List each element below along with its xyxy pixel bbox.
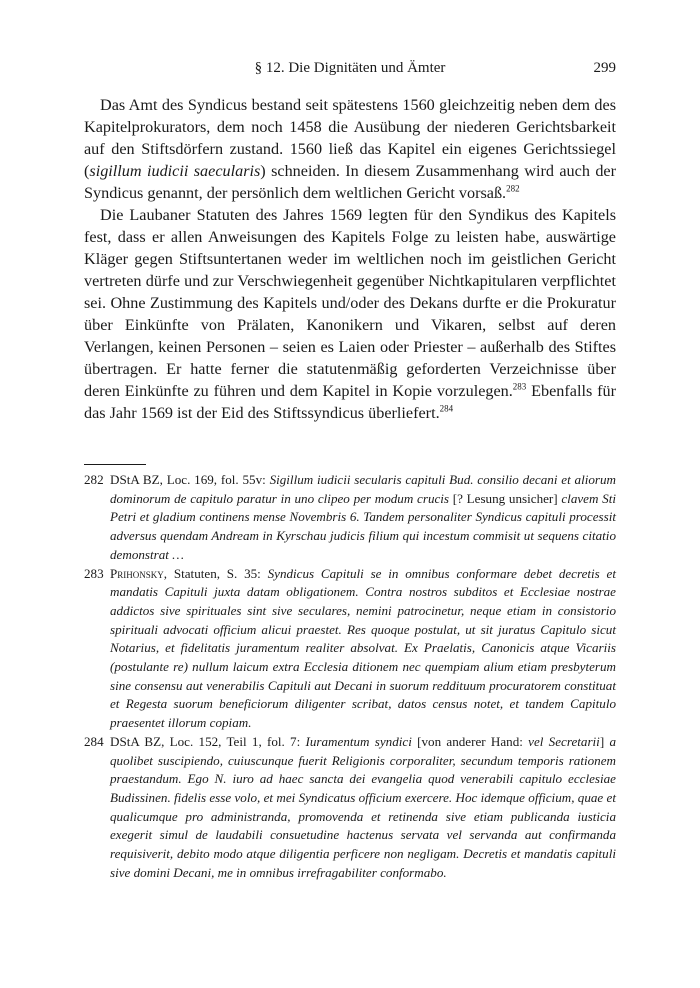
footnote-quote: Sigillum iudicii secularis capituli Bud. consilio decani et aliorum dominorum de capitulo paratur in uno clipeo per modum crucis [110, 472, 616, 506]
footnote-reference: 284 [439, 403, 454, 414]
footnote-source: DStA BZ, Loc. 169, fol. 55v: [110, 472, 270, 487]
paragraph-italic-term: sigillum iudicii saecularis [89, 162, 261, 180]
running-title: § 12. Die Dignitäten und Ämter [254, 60, 446, 76]
footnote-quote: vel Secretarii [528, 733, 600, 749]
footnote-reference: 283 [512, 381, 527, 392]
page-number: 299 [593, 60, 616, 76]
paragraph-syndicus-office [84, 94, 616, 204]
running-head [84, 56, 616, 80]
footnote-284 [84, 733, 616, 883]
footnote-number: 283 [84, 565, 104, 581]
footnote-number: 282 [84, 472, 104, 487]
footnote-283 [84, 565, 616, 733]
footnote-author: Prihonsky [110, 565, 164, 581]
footnote-quote: Iuramentum syndici [305, 733, 412, 749]
footnote-editorial-note: [? Lesung unsicher] [449, 490, 562, 506]
footnote-source: DStA BZ, Loc. 152, Teil 1, fol. 7: [110, 733, 306, 749]
paragraph-text: Das Amt des Syndicus bestand seit spätestens 1560 gleichzeitig neben dem des Kapitelprokurators, dem noch 1458 die Ausübung der niederen Gerichtsbarkeit auf den Stiftsdörfern zustand. 1560 ließ das Kapitel ein eigenes Gerichtssiegel ( [84, 96, 616, 180]
footnote-quote: clavem Sti Petri et gladium continens mense Novembris 6. Tandem personaliter Syndicus capituli processit adversus quendam Andream in Kyrschau judicis filium qui incestum commisit ut sequens citatio demonstrat … [110, 490, 616, 562]
body-text [84, 94, 616, 424]
footnotes [84, 471, 616, 882]
footnote-quote: Syndicus Capituli se in omnibus conformare debet decretis et mandatis Capituli juxta datam obligationem. Contra nostros subditos et Ecclesiae nostrae addictos sive spirituales sint sive seculares, nemini patrocinetur, neque etiam in consistorio spirituali advocati officium alicui praestet. Res quoque postulat, ut sit juratus Capitulo sicut Notarius, et fidelitatis juramentum realiter absolvat. Ex Praelatis, Canonicis atque Vicariis (postulante re) nullum laicum extra Ecclesia ditionem nec quempiam alium etiam presbyterum sine consensu aut venerabilis Capituli aut Decani in suorum reddituum procuratorem constituat et Regesta suorum beneficiorum diligenter scribat, datos census notet, et tandem Capitulo praesentet illorum copiam. [110, 565, 616, 731]
paragraph-text: Die Laubaner Statuten des Jahres 1569 legten für den Syndikus des Kapitels fest, dass er allen Anweisungen des Kapitels Folge zu leisten habe, auswärtige Kläger gegen Stiftsuntertanen weder im weltlichen noch im geistlichen Gericht vertreten dürfe und zur Verschwiegenheit gegenüber Nichtkapitularen verpflichtet sei. Ohne Zustimmung des Kapitels und/oder des Dekans durfte er die Prokuratur über Einkünfte von Prälaten, Kanonikern und Vikaren, selbst auf deren Verlangen, keinen Personen – seien es Laien oder Priester – außerhalb des Stiftes übertragen. Er hatte ferner die statutenmäßig geforderten Verzeichnisse über deren Einkünfte zu führen und dem Kapitel in Kopie vorzulegen. [84, 206, 616, 400]
footnote-editorial-note: ] [599, 733, 610, 749]
footnote-282 [84, 471, 616, 565]
footnote-source: , Statuten, S. 35: [163, 565, 268, 581]
footnote-divider [84, 464, 146, 465]
paragraph-text: Ebenfalls für das Jahr 1569 ist der Eid des Stiftssyndicus überliefert. [84, 382, 616, 422]
footnote-quote: a quolibet suscipiendo, cuiuscunque fuerit Religionis corporaliter, secundum temporis rationem praestandum. Ego N. iuro ad haec sancta dei evangelia quod venerabili capitulo ecclesiae Budissinen. fidelis esse volo, et mei Syndicatus officium exercere. Hoc idemque officium, quae et qualicumque pro administranda, promovenda et retinenda sive etiam publicanda iusticia exegerit simul de laudabili consuetudine hactenus servata vel servanda aut confirmanda requisiverit, debito modo atque diligentia perficere non negligam. Decretis et mandatis capituli sive domini Decani, me in omnibus irrefragabiliter conformabo. [110, 733, 616, 880]
paragraph-text: ) schneiden. In diesem Zusammenhang wird auch der Syndicus genannt, der persönlich dem weltlichen Gericht vorsaß. [84, 162, 616, 202]
footnote-editorial-note: [von anderer Hand: [411, 733, 529, 749]
footnote-number: 284 [84, 733, 104, 749]
paragraph-lauban-statutes [84, 204, 616, 424]
footnote-reference: 282 [506, 183, 520, 194]
